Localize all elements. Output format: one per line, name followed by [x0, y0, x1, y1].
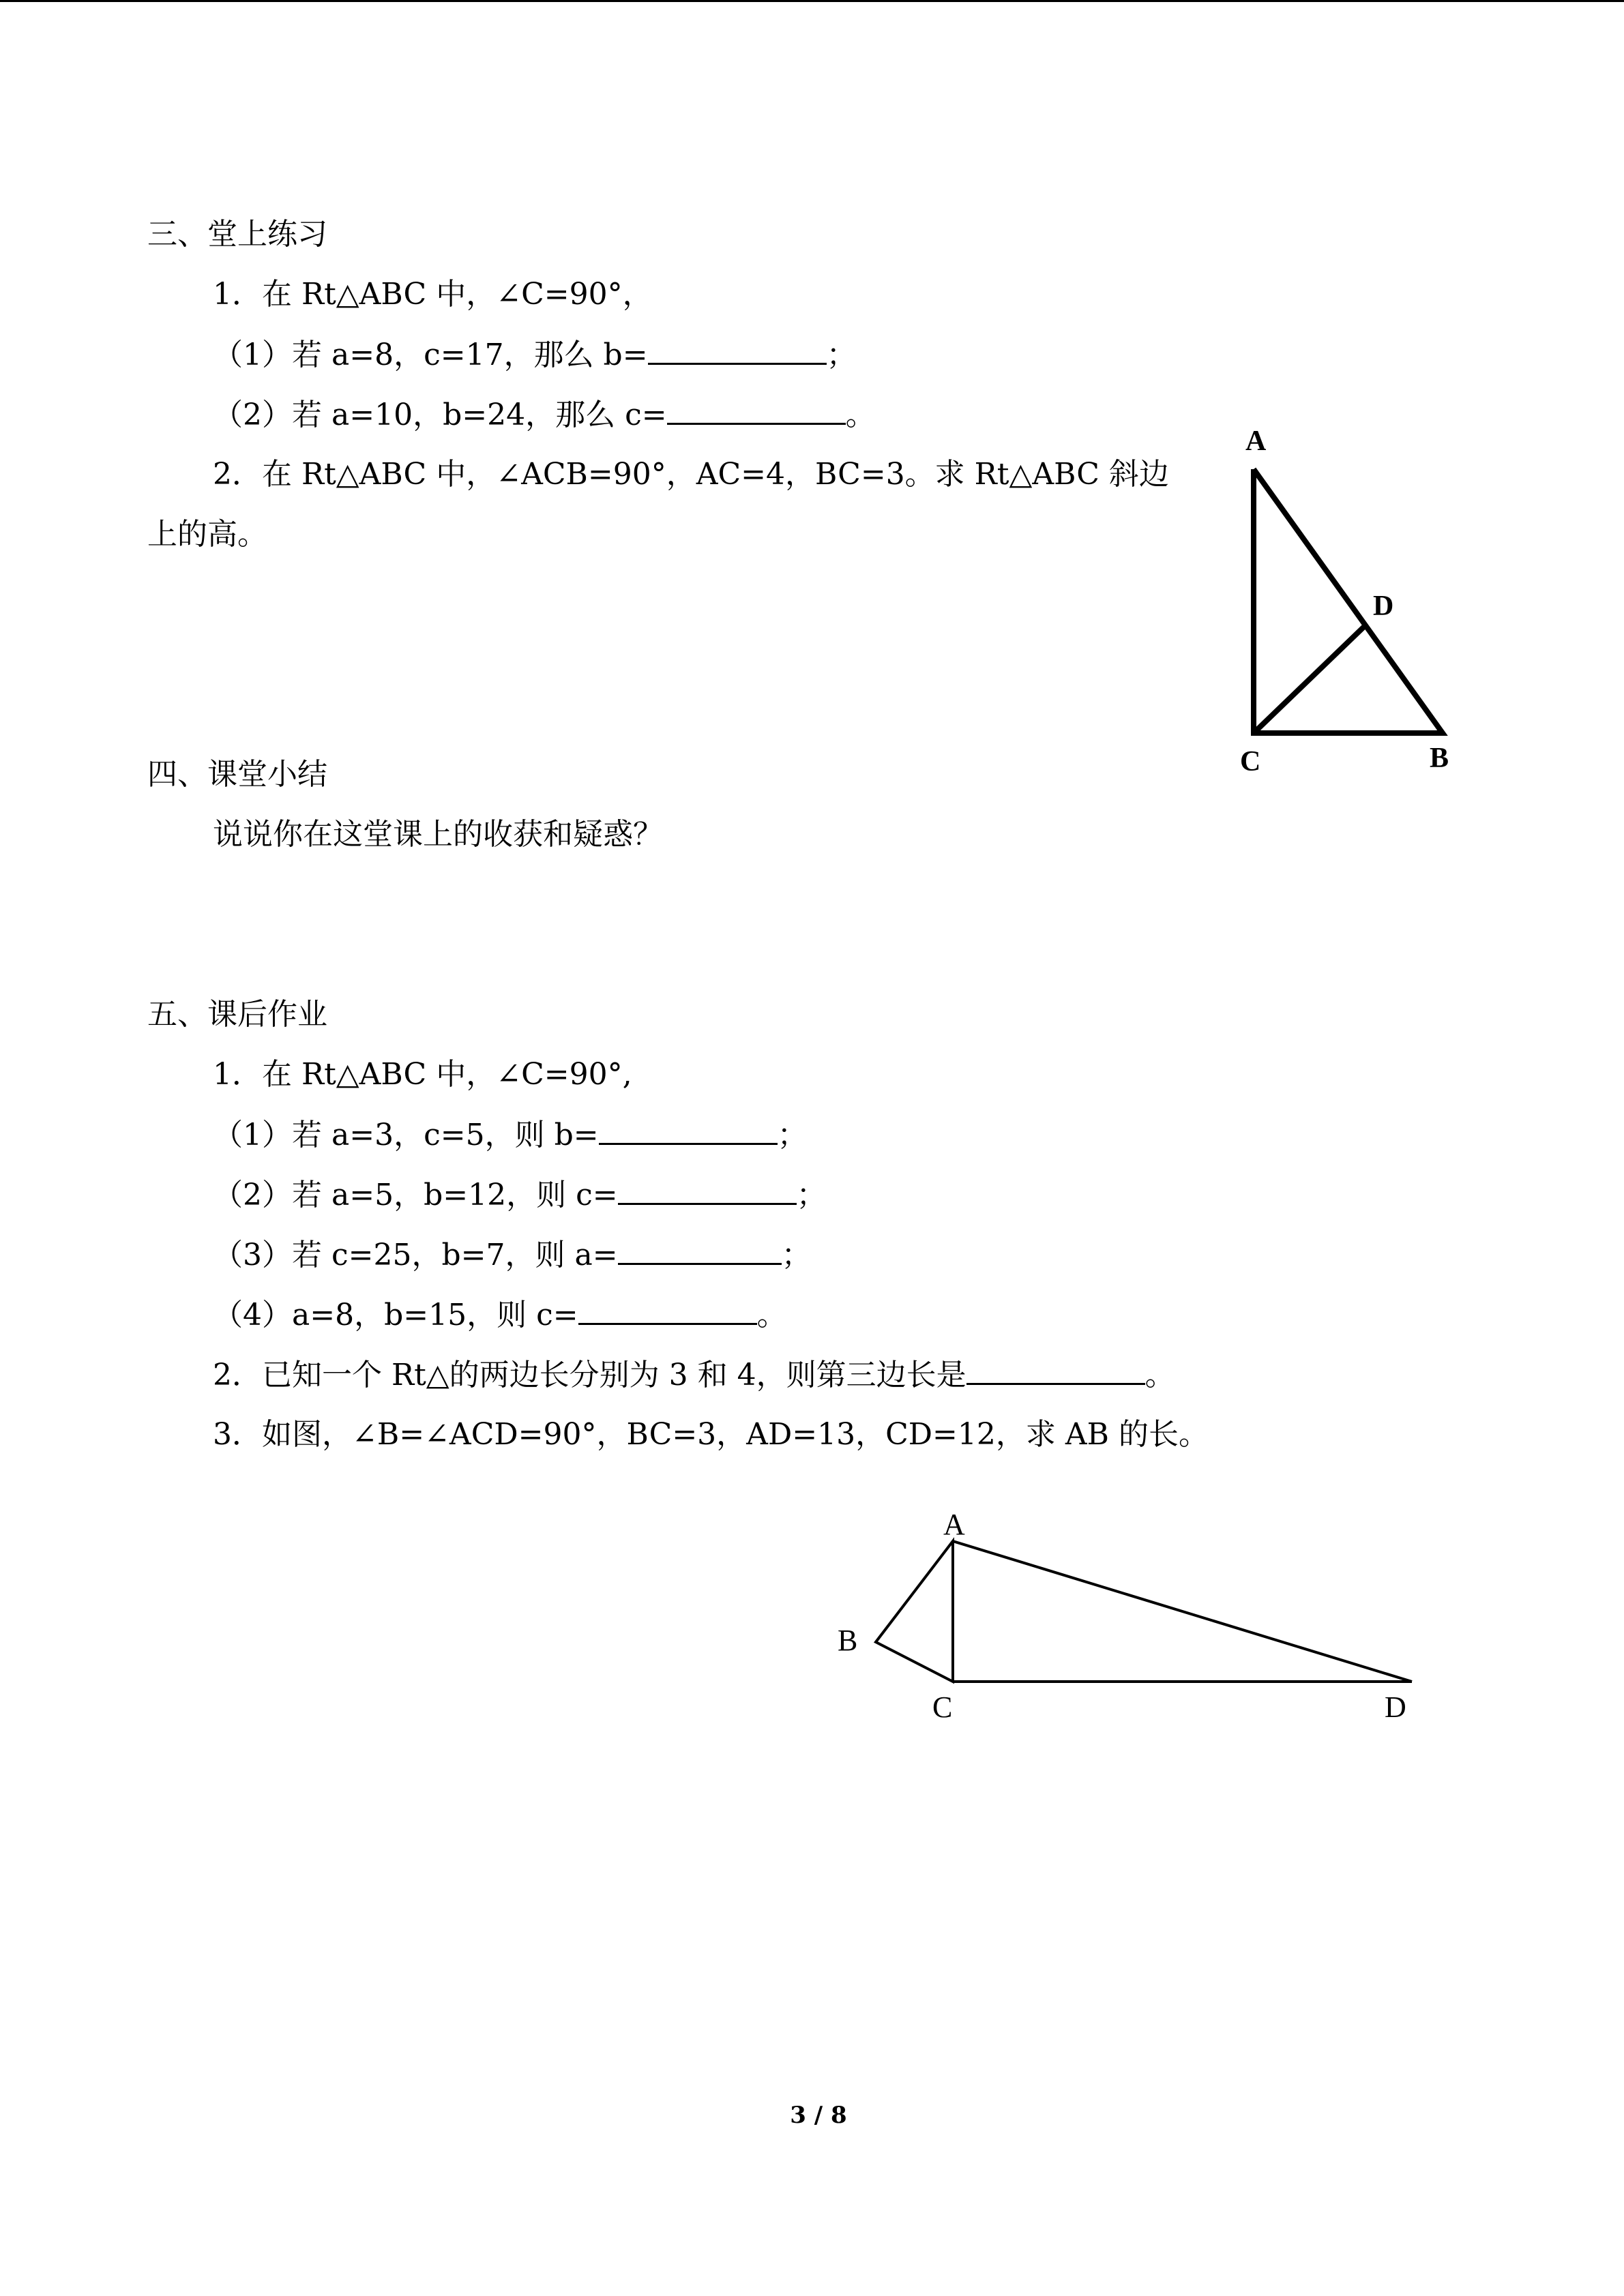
s3-question-2-line-2: 上的高。: [147, 517, 267, 552]
figure-quadrilateral-abcd: [818, 1487, 1432, 1732]
top-border: [0, 0, 1624, 2]
s3-q1-part-2: [213, 396, 876, 434]
answer-blank[interactable]: [667, 396, 846, 425]
s3-q1-part-1: [213, 336, 857, 374]
s4-text: 说说你在这堂课上的收获和疑惑？: [213, 817, 663, 852]
label-d: D: [1385, 1690, 1406, 1724]
figure-right-triangle-abc: [1228, 416, 1473, 784]
answer-blank[interactable]: [648, 336, 827, 365]
triangle-abc: [876, 1541, 953, 1682]
s3-q1-p2-end: 。: [845, 398, 876, 432]
answer-blank[interactable]: [618, 1236, 782, 1265]
label-b: B: [838, 1624, 858, 1657]
s5-question-3: 3．如图，∠B=∠ACD=90°，BC=3，AD=13，CD=12，求 AB 的长。: [213, 1417, 1209, 1452]
s5-q1-p3-end: ；: [781, 1238, 812, 1272]
answer-blank[interactable]: [578, 1296, 757, 1325]
s5-q1-part-2: [213, 1176, 827, 1214]
page-number: 3 / 8: [790, 2102, 847, 2129]
label-a: A: [943, 1508, 965, 1541]
s5-q1-p1-end: ；: [777, 1118, 808, 1152]
s3-q1-p1-text: （1）若 a=8，c=17，那么 b=: [213, 338, 648, 372]
s5-q2-end: 。: [1145, 1358, 1175, 1392]
s5-q1-part-1: [213, 1116, 808, 1154]
s5-q1-p3-text: （3）若 c=25，b=7，则 a=: [213, 1238, 618, 1272]
label-c: C: [932, 1690, 953, 1724]
s5-q1-part-3: [213, 1236, 812, 1274]
triangle-abc: [1254, 469, 1443, 733]
s5-question-1: 1．在 Rt△ABC 中，∠C=90°,: [213, 1057, 632, 1092]
s3-q1-p2-text: （2）若 a=10，b=24，那么 c=: [213, 398, 667, 432]
s3-question-2-line-1: 2．在 Rt△ABC 中，∠ACB=90°，AC=4，BC=3。求 Rt△ABC 斜边: [213, 457, 1169, 492]
s3-q1-p1-end: ；: [826, 338, 857, 372]
s5-question-2: [213, 1356, 1175, 1395]
answer-blank[interactable]: [966, 1356, 1145, 1385]
label-b: B: [1430, 743, 1449, 774]
label-a: A: [1245, 426, 1267, 457]
label-d: D: [1373, 591, 1394, 622]
section-3-heading: 三、堂上练习: [147, 217, 327, 252]
answer-blank[interactable]: [618, 1176, 797, 1205]
answer-blank[interactable]: [599, 1116, 778, 1145]
section-4-heading: 四、课堂小结: [147, 757, 327, 792]
s5-q1-p4-end: 。: [756, 1298, 787, 1332]
s5-q2-text: 2．已知一个 Rt△的两边长分别为 3 和 4，则第三边长是: [213, 1358, 966, 1392]
altitude-cd: [1254, 625, 1366, 733]
s5-q1-p2-text: （2）若 a=5，b=12，则 c=: [213, 1178, 618, 1212]
s3-question-1: 1．在 Rt△ABC 中，∠C=90°，: [213, 277, 653, 312]
s5-q1-p4-text: （4）a=8，b=15，则 c=: [213, 1298, 578, 1332]
label-c: C: [1240, 746, 1261, 777]
s5-q1-p1-text: （1）若 a=3，c=5，则 b=: [213, 1118, 599, 1152]
s5-q1-p2-end: ；: [796, 1178, 827, 1212]
segment-ad: [953, 1541, 1412, 1682]
s5-q1-part-4: [213, 1296, 787, 1335]
section-5-heading: 五、课后作业: [147, 997, 327, 1032]
